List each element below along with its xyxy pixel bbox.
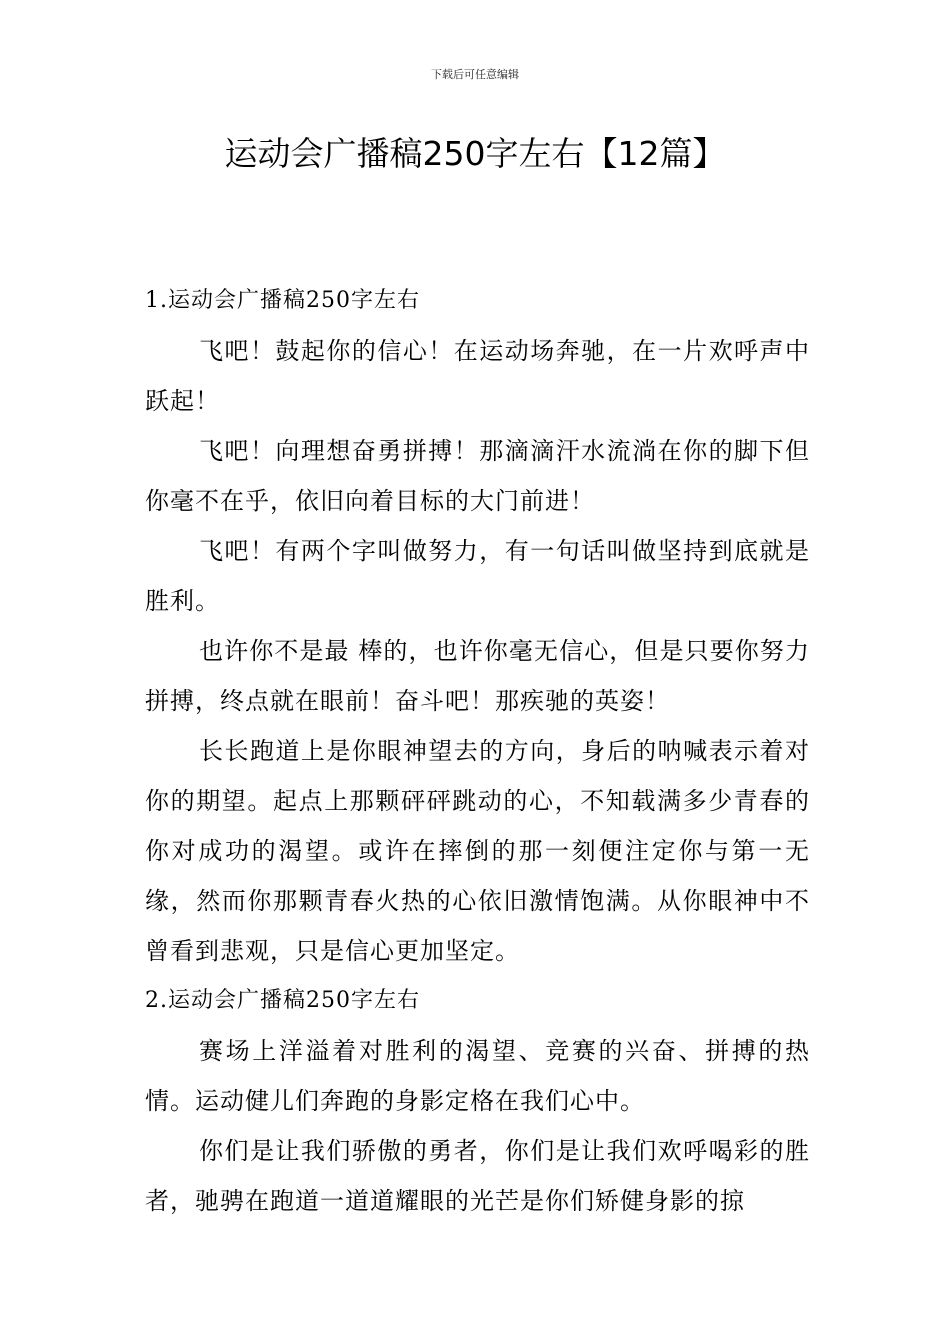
paragraph: 飞吧！向理想奋勇拼搏！那滴滴汗水流淌在你的脚下但你毫不在乎，依旧向着目标的大门前进！ [145,437,810,515]
paragraph: 飞吧！有两个字叫做努力，有一句话叫做坚持到底就是胜利。 [145,537,810,615]
header-note: 下载后可任意编辑 [431,68,519,81]
paragraph: 飞吧！鼓起你的信心！在运动场奔驰，在一片欢呼声中跃起！ [145,337,810,415]
section-heading: 1.运动会广播稿250字左右 [145,288,420,313]
page-title: 运动会广播稿250字左右【12篇】 [224,134,726,173]
paragraph: 你们是让我们骄傲的勇者，你们是让我们欢呼喝彩的胜者，驰骋在跑道一道道耀眼的光芒是你们矫健身影的掠 [145,1137,810,1215]
paragraph: 长长跑道上是你眼神望去的方向，身后的呐喊表示着对你的期望。起点上那颗砰砰跳动的心，不知载满多少青春的你对成功的渴望。或许在摔倒的那一刻便注定你与第一无缘，然而你那颗青春火热的心依旧激情饱满。从你眼神中不曾看到悲观，只是信心更加坚定。 [145,737,810,965]
document-body [145,276,810,1226]
paragraph: 赛场上洋溢着对胜利的渴望、竞赛的兴奋、拼搏的热情。运动健儿们奔跑的身影定格在我们心中。 [145,1037,810,1115]
paragraph: 也许你不是最 棒的，也许你毫无信心，但是只要你努力拼搏，终点就在眼前！奋斗吧！那疾驰的英姿！ [145,637,810,715]
section-heading: 2.运动会广播稿250字左右 [145,988,420,1013]
